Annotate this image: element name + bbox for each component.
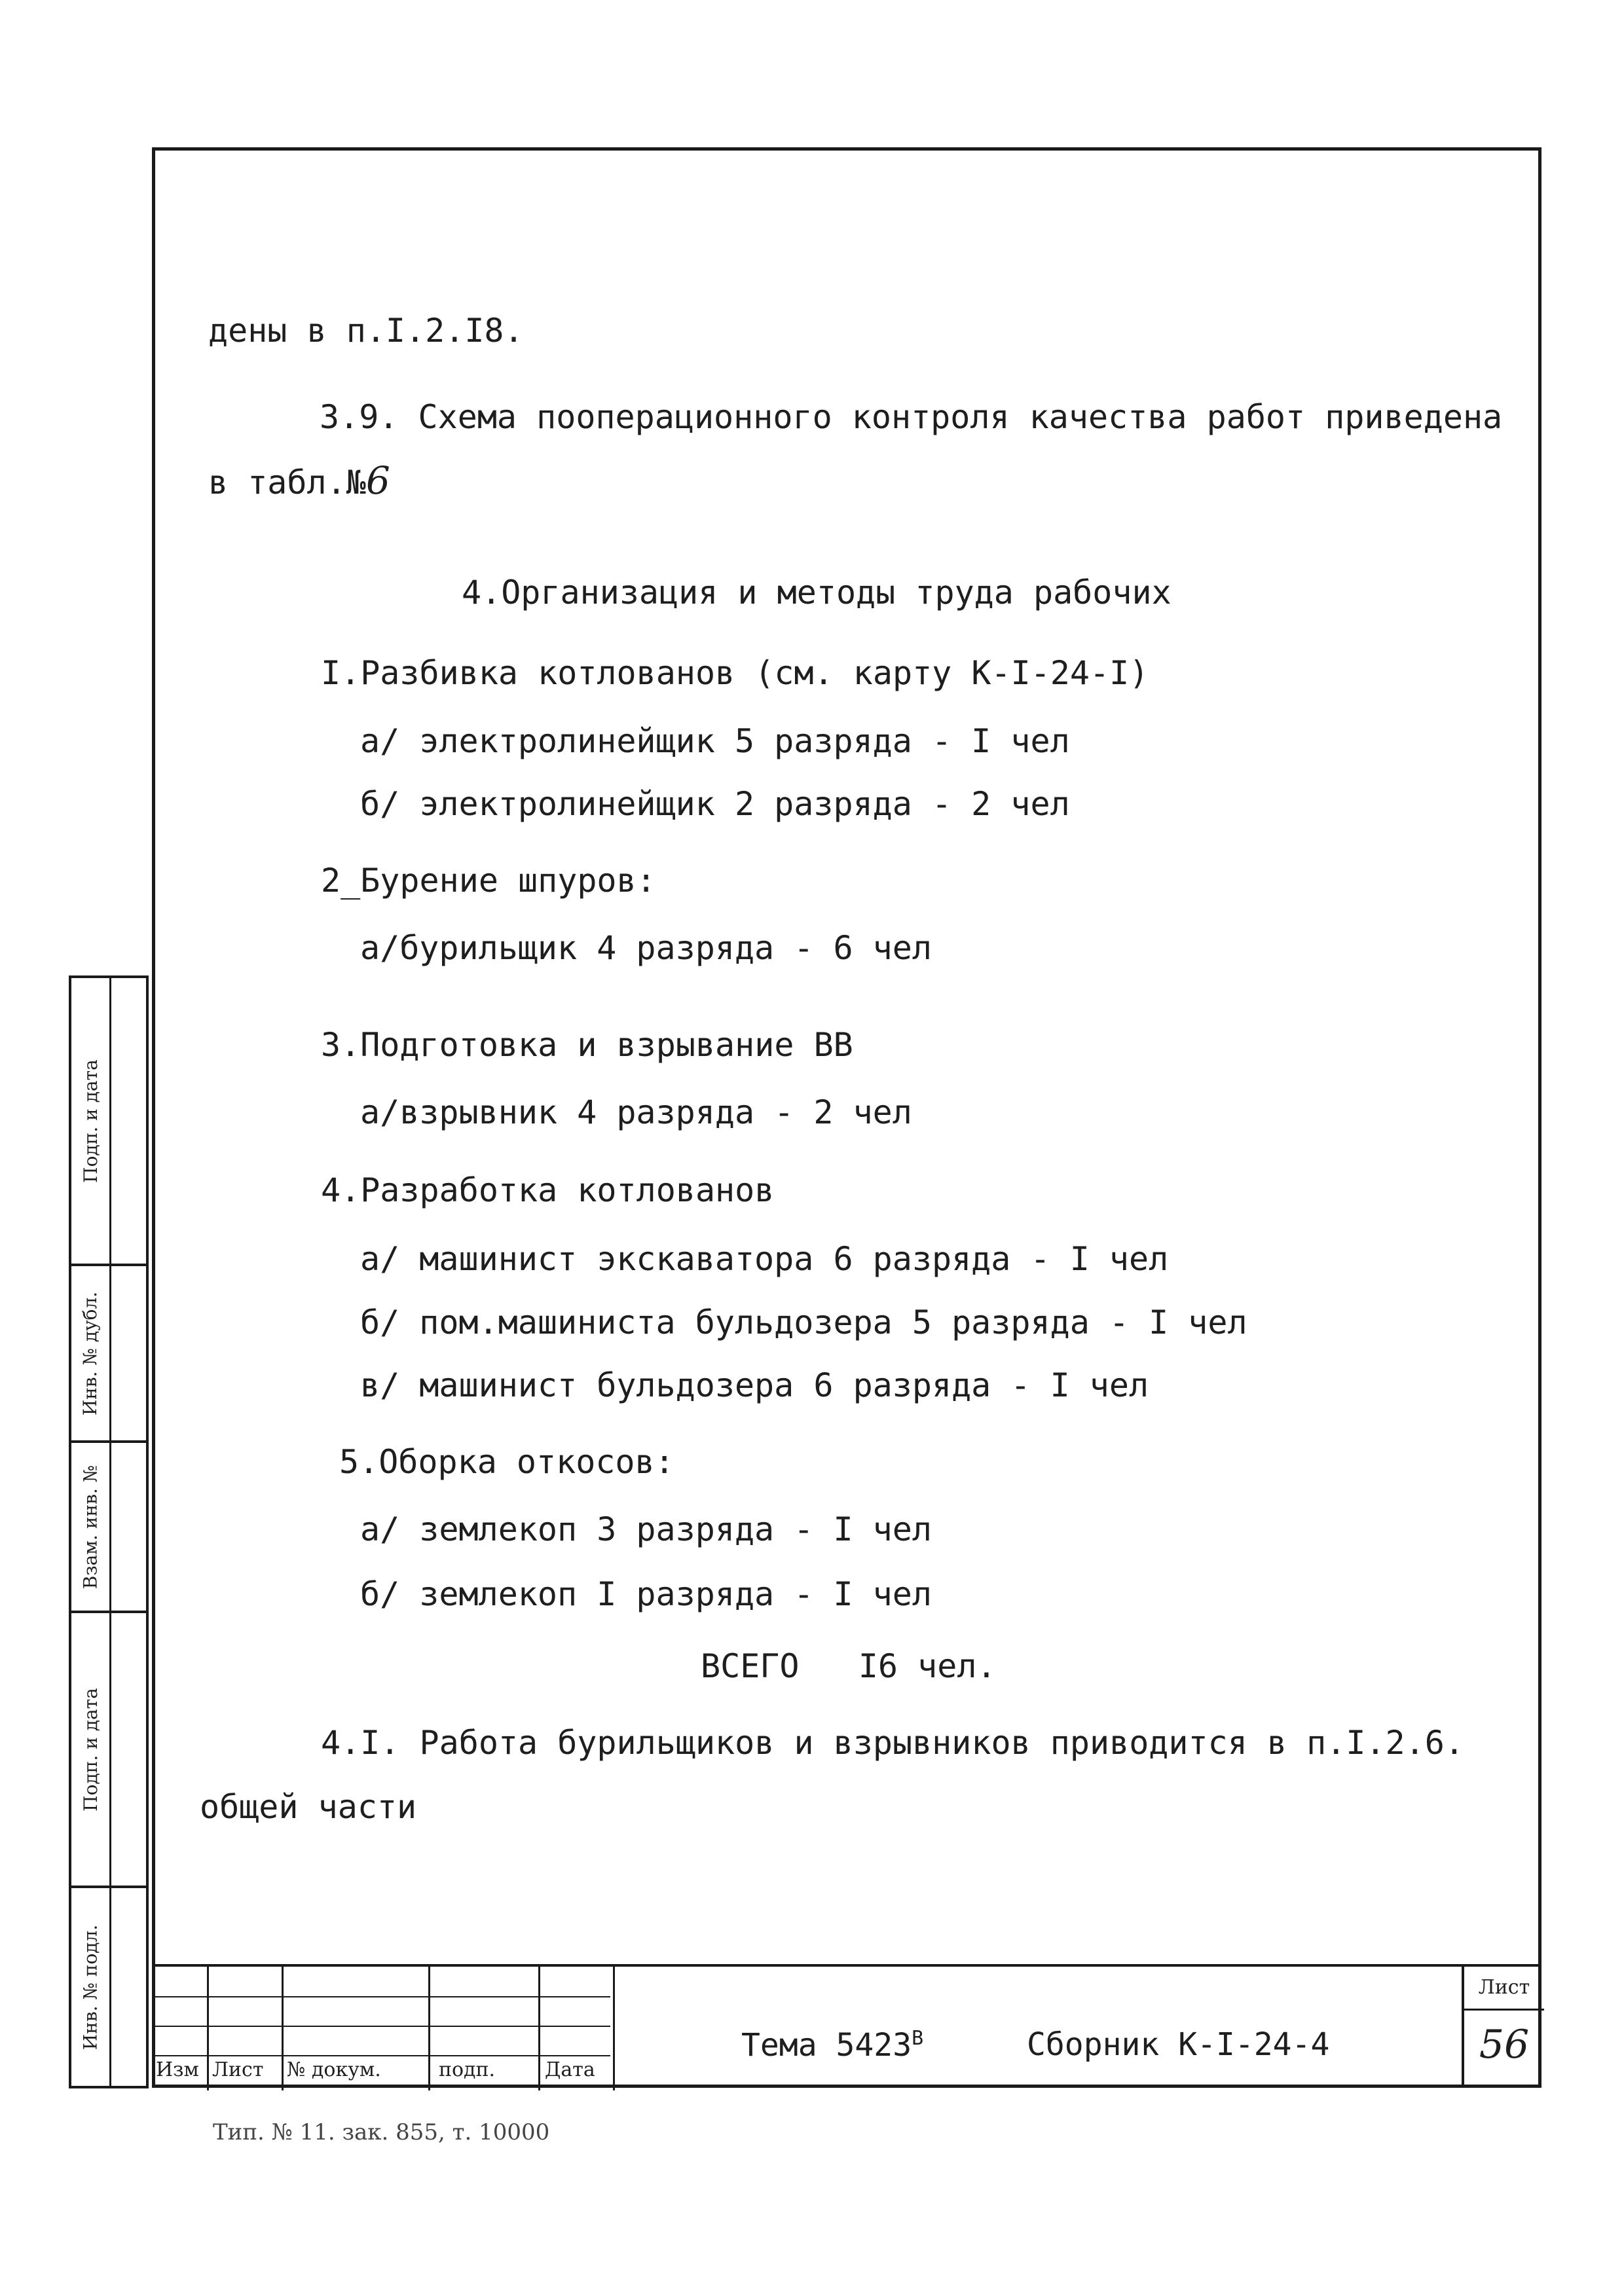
col-podp: подп. <box>439 2058 496 2081</box>
sheet-number: 56 <box>1479 2022 1530 2068</box>
para-4-1-line2: общей части <box>200 1788 417 1826</box>
tema-superscript: В <box>912 2027 924 2050</box>
margin-label-podp-data-2: Подп. и дата <box>79 1687 101 1812</box>
col-list: Лист <box>212 2058 264 2081</box>
intro-line: дены в п.I.2.I8. <box>208 312 524 350</box>
margin-label-podp-data: Подп. и дата <box>79 1059 101 1183</box>
item-3-a: а/взрывник 4 разряда - 2 чел <box>360 1093 912 1131</box>
item-1-a: а/ электролинейщик 5 разряда - I чел <box>360 722 1070 760</box>
item-1-b: б/ электролинейщик 2 разряда - 2 чел <box>360 785 1070 823</box>
item-2-title: 2_Бурение шпуров: <box>321 862 656 900</box>
section-title: 4.Организация и методы труда рабочих <box>462 574 1172 611</box>
item-1-title: I.Разбивка котлованов (см. карту К-I-24-I) <box>321 654 1149 692</box>
total-line: ВСЕГО I6 чел. <box>701 1647 997 1685</box>
item-5-a: а/ землекоп 3 разряда - I чел <box>360 1510 932 1548</box>
para-3-9-line2 <box>208 458 390 503</box>
margin-cell-inv-dubl <box>71 1266 146 1443</box>
para-3-9-line1: 3.9. Схема пооперационного контроля качества работ приведена <box>320 398 1503 436</box>
margin-label-inv-podl: Инв. № подл. <box>79 1924 101 2050</box>
margin-label-inv-dubl: Инв. № дубл. <box>79 1291 101 1415</box>
sbornik-label: Сборник К-I-24-4 <box>1027 2026 1330 2063</box>
table-ref-handwritten: 6 <box>365 458 390 503</box>
col-date: Дата <box>545 2058 595 2081</box>
margin-label-vzam-inv: Взам. инв. № <box>79 1465 101 1589</box>
item-3-title: 3.Подготовка и взрывание ВВ <box>321 1026 853 1064</box>
item-4-b: б/ пом.машиниста бульдозера 5 разряда - I чел <box>360 1303 1247 1341</box>
col-izm: Изм <box>156 2058 199 2081</box>
margin-cell-inv-podl <box>71 1888 146 2086</box>
col-doc: № докум. <box>287 2058 381 2081</box>
tema-label <box>741 2027 924 2064</box>
margin-stamp <box>69 975 149 2088</box>
item-5-b: б/ землекоп I разряда - I чел <box>360 1575 932 1613</box>
table-ref-text: в табл.№ <box>208 464 366 501</box>
print-info: Тип. № 11. зак. 855, т. 10000 <box>213 2119 550 2145</box>
margin-cell-vzam <box>71 1443 146 1613</box>
margin-cell-podp <box>71 978 146 1266</box>
item-4-c: в/ машинист бульдозера 6 разряда - I чел <box>360 1366 1149 1404</box>
sheet-number-box <box>1462 1964 1544 2088</box>
item-4-title: 4.Разработка котлованов <box>321 1171 775 1209</box>
item-5-title: 5.Оборка откосов: <box>339 1443 674 1481</box>
para-4-1-line1: 4.I. Работа бурильщиков и взрывников приводится в п.I.2.6. <box>321 1724 1464 1762</box>
sheet-label: Лист <box>1478 1976 1530 1999</box>
margin-cell-podp-2 <box>71 1613 146 1888</box>
tema-text: Тема 5423 <box>741 2027 912 2064</box>
title-block <box>152 1964 1541 2090</box>
item-4-a: а/ машинист экскаватора 6 разряда - I чел <box>360 1240 1169 1278</box>
item-2-a: а/бурильщик 4 разряда - 6 чел <box>360 929 932 967</box>
